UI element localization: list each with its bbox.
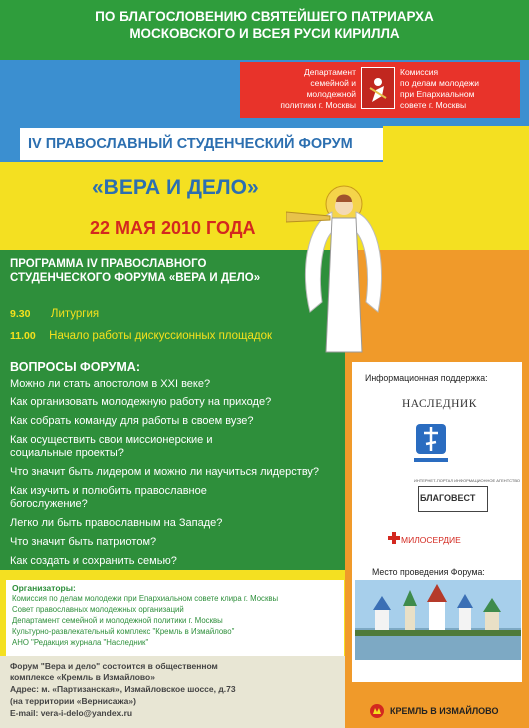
program-title-line: СТУДЕНЧЕСКОГО ФОРУМА «ВЕРА И ДЕЛО» [10, 272, 261, 284]
question-item: социальные проекты? [10, 447, 124, 459]
question-item: богослужение? [10, 498, 88, 510]
schedule-text: Литургия [50, 308, 100, 320]
question-item: Легко ли быть православным на Западе? [10, 517, 223, 529]
dept-left-line: семейной и [310, 78, 356, 88]
email-link[interactable]: E-mail: vera-i-delo@yandex.ru [10, 708, 133, 718]
organizer-item: Культурно-развлекательный комплекс "Кремль в Измайлово" [12, 627, 235, 636]
question-item: Что значит быть лидером и можно ли научиться лидерству? [10, 466, 320, 478]
question-item: Что значит быть патриотом? [10, 536, 157, 548]
angel-icon [286, 182, 388, 360]
department-right-text [400, 67, 518, 111]
venue-label: Место проведения Форума: [372, 567, 485, 577]
forum-date: 22 МАЯ 2010 ГОДА [90, 218, 256, 238]
question-item: Можно ли стать апостолом в XXI веке? [10, 378, 211, 390]
blagovest-name: БЛАГОВЕСТ [420, 493, 476, 503]
question-item: Как осуществить свои миссионерские и [10, 434, 213, 446]
dept-right-line: Комиссия [400, 67, 439, 77]
miloserdie-logo: МИЛОСЕРДИЕ [401, 535, 461, 545]
kremlin-logo-icon [370, 704, 384, 718]
dept-left-line: молодежной [306, 89, 356, 99]
blessing-header [0, 8, 529, 42]
info-line: (на территории «Вернисажа») [10, 696, 136, 706]
schedule-time: 11.00 [10, 330, 36, 342]
naslednik-logo: НАСЛЕДНИК [402, 398, 477, 410]
info-line: комплексе «Кремль в Измайлово» [10, 672, 155, 682]
organizers-label: Организаторы: [12, 583, 76, 593]
schedule-item [10, 326, 272, 344]
info-support-label: Информационная поддержка: [365, 373, 488, 383]
program-title-line: ПРОГРАММА IV ПРАВОСЛАВНОГО [10, 258, 207, 270]
organizer-item: Департамент семейной и молодежной политики г. Москвы [12, 616, 223, 625]
organizer-item: Совет православных молодежных организаций [12, 605, 184, 614]
forum-title: IV ПРАВОСЛАВНЫЙ СТУДЕНЧЕСКИЙ ФОРУМ [28, 136, 353, 152]
blagovest-subtitle: ИНТЕРНЕТ-ПОРТАЛ ИНФОРМАЦИОННОЕ АГЕНТСТВО [414, 478, 520, 483]
program-title [10, 257, 260, 285]
questions-title: ВОПРОСЫ ФОРУМА: [10, 360, 140, 374]
kremlin-name: КРЕМЛЬ В ИЗМАЙЛОВО [390, 706, 499, 716]
dept-right-line: при Епархиальном [400, 89, 475, 99]
schedule-time: 9.30 [10, 308, 31, 320]
forum-name: «ВЕРА И ДЕЛО» [92, 176, 259, 199]
question-item: Как собрать команду для работы в своем вузе? [10, 415, 254, 427]
dept-right-line: совете г. Москвы [400, 100, 467, 110]
red-cross-icon [388, 532, 400, 544]
organizer-item: Комиссия по делам молодежи при Епархиальном совете клира г. Москвы [12, 594, 279, 603]
schedule-item [10, 304, 99, 322]
kremlin-photo [355, 580, 521, 660]
blessing-line2: МОСКОВСКОГО И ВСЕЯ РУСИ КИРИЛЛА [129, 26, 400, 41]
question-item: Как изучить и полюбить православное [10, 485, 207, 497]
question-item: Как организовать молодежную работу на приходе? [10, 396, 272, 408]
moscow-emblem-icon [361, 67, 395, 109]
orthodox-cross-icon [412, 420, 450, 468]
dept-right-line: по делам молодежи [400, 78, 479, 88]
blessing-line1: ПО БЛАГОСЛОВЕНИЮ СВЯТЕЙШЕГО ПАТРИАРХА [95, 9, 434, 24]
schedule-text: Начало работы дискуссионных площадок [49, 330, 273, 342]
dept-left-line: политики г. Москвы [280, 100, 356, 110]
question-item: Как создать и сохранить семью? [10, 555, 177, 567]
dept-left-line: Департамент [303, 67, 356, 77]
info-line: Адрес: м. «Партизанская», Измайловское шоссе, д.73 [10, 684, 236, 694]
department-left-text [244, 67, 356, 111]
info-line: Форум "Вера и дело" состоится в общественном [10, 661, 218, 671]
organizer-item: АНО "Редакция журнала "Наследник" [12, 638, 149, 647]
